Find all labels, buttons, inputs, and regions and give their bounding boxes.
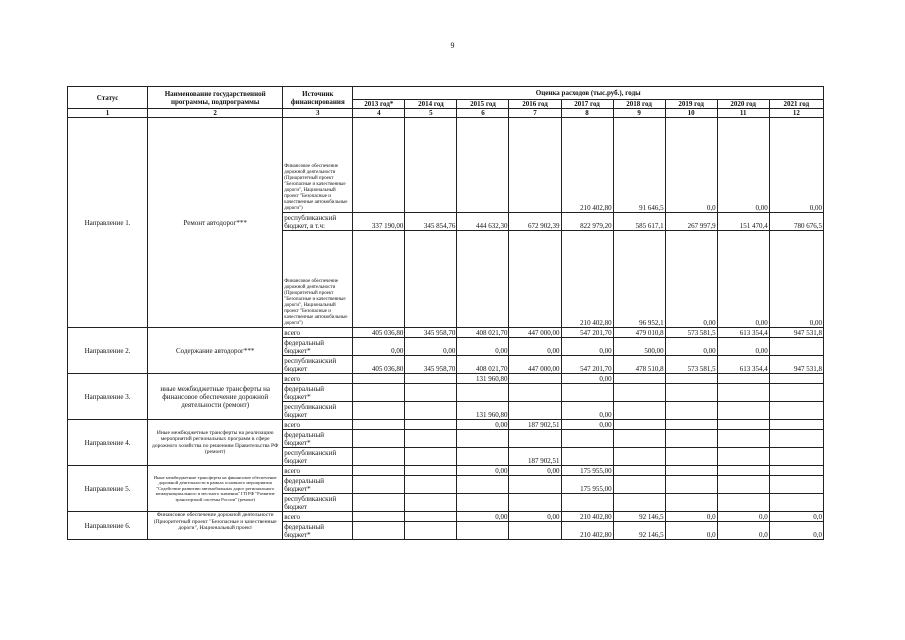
value-cell — [769, 430, 823, 448]
value-cell — [457, 118, 509, 213]
value-cell: 547 201,70 — [561, 328, 613, 338]
value-cell: 822 979,20 — [561, 213, 613, 231]
value-cell — [769, 374, 823, 384]
value-cell: 0,00 — [561, 402, 613, 420]
value-cell: 0,0 — [769, 512, 823, 522]
value-cell — [457, 522, 509, 540]
value-cell — [353, 374, 405, 384]
value-cell: 0,00 — [509, 338, 561, 356]
program-name-cell: Содержание автодорог*** — [148, 328, 283, 374]
value-cell — [405, 494, 457, 512]
value-cell — [769, 338, 823, 356]
header-col-number: 12 — [769, 109, 823, 118]
value-cell — [353, 430, 405, 448]
value-cell — [405, 522, 457, 540]
program-name-cell: Иные межбюджетные трансферты на финансовое обеспечение дорожной деятельности в рамках основного мероприятия "Содействие развитию автомобильных дорог регионального межмуниципального и местного значения" ГП РФ "Развитие транспортной системы России" (ремонт) — [148, 466, 283, 512]
value-cell: 0,0 — [717, 512, 769, 522]
value-cell: 0,00 — [561, 374, 613, 384]
value-cell: 0,00 — [561, 420, 613, 430]
value-cell: 175 955,00 — [561, 466, 613, 476]
header-year: 2016 год — [509, 100, 561, 109]
header-col-number: 3 — [283, 109, 353, 118]
value-cell — [353, 402, 405, 420]
value-cell: 345 958,70 — [405, 328, 457, 338]
value-cell — [353, 512, 405, 522]
value-cell — [405, 448, 457, 466]
value-cell: 0,00 — [353, 338, 405, 356]
value-cell: 0,0 — [665, 118, 717, 213]
value-cell: 479 010,8 — [613, 328, 665, 338]
value-cell: 573 581,5 — [665, 328, 717, 338]
header-year: 2021 год — [769, 100, 823, 109]
value-cell: 947 531,8 — [769, 356, 823, 374]
value-cell — [457, 476, 509, 494]
funding-source-cell: федеральный бюджет* — [283, 384, 353, 402]
value-cell — [769, 466, 823, 476]
value-cell — [717, 384, 769, 402]
value-cell: 0,00 — [457, 420, 509, 430]
table-row — [68, 328, 824, 338]
value-cell — [665, 374, 717, 384]
header-year: 2015 год — [457, 100, 509, 109]
value-cell: 151 470,4 — [717, 213, 769, 231]
funding-source-cell: республиканский бюджет — [283, 494, 353, 512]
header-row-1 — [68, 87, 824, 100]
value-cell — [613, 448, 665, 466]
value-cell: 96 952,1 — [613, 231, 665, 328]
program-name-cell: иные межбюджетные трансферты на финансовое обеспечение дорожной деятельности (ремонт) — [148, 374, 283, 420]
value-cell — [613, 402, 665, 420]
table-row — [68, 512, 824, 522]
header-col-number: 2 — [148, 109, 283, 118]
value-cell — [353, 476, 405, 494]
value-cell: 0,00 — [665, 338, 717, 356]
value-cell — [353, 494, 405, 512]
value-cell: 131 960,80 — [457, 374, 509, 384]
header-col-number: 8 — [561, 109, 613, 118]
value-cell — [717, 402, 769, 420]
value-cell: 187 902,51 — [509, 420, 561, 430]
header-col-number: 5 — [405, 109, 457, 118]
value-cell: 0,00 — [509, 512, 561, 522]
header-col-number: 7 — [509, 109, 561, 118]
value-cell — [769, 448, 823, 466]
value-cell — [717, 374, 769, 384]
value-cell — [509, 494, 561, 512]
value-cell: 92 146,5 — [613, 522, 665, 540]
value-cell — [353, 522, 405, 540]
value-cell: 337 190,00 — [353, 213, 405, 231]
funding-source-cell: всего — [283, 420, 353, 430]
value-cell — [457, 430, 509, 448]
value-cell — [509, 231, 561, 328]
header-year: 2017 год — [561, 100, 613, 109]
funding-source-cell: республиканский бюджет, в т.ч: — [283, 213, 353, 231]
value-cell: 175 955,00 — [561, 476, 613, 494]
value-cell: 91 646,5 — [613, 118, 665, 213]
value-cell — [509, 118, 561, 213]
value-cell — [717, 448, 769, 466]
value-cell: 0,0 — [665, 522, 717, 540]
status-cell: Направление 6. — [68, 512, 148, 540]
value-cell: 0,00 — [717, 118, 769, 213]
value-cell — [457, 448, 509, 466]
table-row — [68, 466, 824, 476]
budget-table — [67, 86, 824, 540]
value-cell: 672 902,39 — [509, 213, 561, 231]
value-cell — [405, 476, 457, 494]
value-cell — [405, 430, 457, 448]
value-cell: 0,0 — [717, 522, 769, 540]
value-cell — [613, 430, 665, 448]
value-cell: 613 354,4 — [717, 356, 769, 374]
value-cell — [509, 402, 561, 420]
value-cell: 0,00 — [717, 231, 769, 328]
header-source: Источник финансирования — [283, 87, 353, 109]
header-year: 2018 год — [613, 100, 665, 109]
value-cell — [613, 476, 665, 494]
value-cell — [613, 384, 665, 402]
funding-source-cell: республиканский бюджет — [283, 356, 353, 374]
value-cell — [509, 430, 561, 448]
header-year: 2020 год — [717, 100, 769, 109]
value-cell: 447 000,00 — [509, 328, 561, 338]
value-cell — [665, 466, 717, 476]
value-cell: 210 402,80 — [561, 231, 613, 328]
value-cell — [769, 494, 823, 512]
value-cell — [613, 466, 665, 476]
value-cell — [509, 522, 561, 540]
program-name-cell: Ремонт автодорог*** — [148, 118, 283, 328]
status-cell: Направление 1. — [68, 118, 148, 328]
value-cell — [769, 420, 823, 430]
table-row — [68, 374, 824, 384]
value-cell — [717, 420, 769, 430]
value-cell: 0,00 — [769, 231, 823, 328]
header-status: Статус — [68, 87, 148, 109]
status-cell: Направление 3. — [68, 374, 148, 420]
value-cell: 573 581,5 — [665, 356, 717, 374]
value-cell: 585 617,1 — [613, 213, 665, 231]
value-cell — [405, 374, 457, 384]
value-cell — [353, 448, 405, 466]
value-cell: 131 960,80 — [457, 402, 509, 420]
page-number: 9 — [450, 41, 455, 50]
program-name-cell: Финансовое обеспечение дорожной деятельности (Приоритетный проект "Безопасные и качественные дороги", Национальный проект — [148, 512, 283, 540]
value-cell: 0,00 — [405, 338, 457, 356]
value-cell — [353, 420, 405, 430]
value-cell — [353, 384, 405, 402]
header-col-number: 6 — [457, 109, 509, 118]
table-row — [68, 420, 824, 430]
value-cell — [457, 494, 509, 512]
header-col-number: 10 — [665, 109, 717, 118]
value-cell — [509, 476, 561, 494]
funding-source-cell: всего — [283, 512, 353, 522]
value-cell: 267 997,9 — [665, 213, 717, 231]
value-cell — [405, 402, 457, 420]
value-cell: 0,00 — [509, 466, 561, 476]
header-program: Наименование государственной программы, подпрограммы — [148, 87, 283, 109]
value-cell: 210 402,80 — [561, 522, 613, 540]
value-cell: 547 201,70 — [561, 356, 613, 374]
value-cell: 0,00 — [457, 338, 509, 356]
value-cell — [769, 402, 823, 420]
value-cell: 0,00 — [769, 118, 823, 213]
value-cell — [509, 374, 561, 384]
value-cell — [457, 231, 509, 328]
value-cell: 444 632,30 — [457, 213, 509, 231]
value-cell — [613, 420, 665, 430]
value-cell: 613 354,4 — [717, 328, 769, 338]
value-cell: 408 021,70 — [457, 356, 509, 374]
funding-source-cell: Финансовое обеспечение дорожной деятельности (Приоритетный проект "Безопасные и качественные дороги", Национальный проект "Безопасные и качественные автомобильные дороги") — [283, 118, 353, 213]
funding-source-cell: Финансовое обеспечение дорожной деятельности (Приоритетный проект "Безопасные и качественные дороги", Национальный проект "Безопасные и качественные автомобильные дороги") — [283, 231, 353, 328]
value-cell — [509, 384, 561, 402]
header-year: 2013 год* — [353, 100, 405, 109]
program-name-cell: Иные межбюджетные трансферты на реализацию мероприятий региональных программ в сфере дорожного хозяйства по решениям Правительства РФ (ремонт) — [148, 420, 283, 466]
value-cell — [665, 476, 717, 494]
funding-source-cell: республиканский бюджет — [283, 448, 353, 466]
value-cell — [717, 466, 769, 476]
value-cell — [613, 374, 665, 384]
value-cell: 947 531,8 — [769, 328, 823, 338]
value-cell: 0,0 — [769, 522, 823, 540]
value-cell: 405 036,80 — [353, 356, 405, 374]
header-year: 2014 год — [405, 100, 457, 109]
header-year: 2019 год — [665, 100, 717, 109]
funding-source-cell: всего — [283, 328, 353, 338]
funding-source-cell: федеральный бюджет* — [283, 476, 353, 494]
funding-source-cell: всего — [283, 374, 353, 384]
value-cell: 0,00 — [665, 231, 717, 328]
value-cell — [457, 384, 509, 402]
value-cell: 210 402,80 — [561, 118, 613, 213]
value-cell — [769, 384, 823, 402]
value-cell — [405, 118, 457, 213]
value-cell: 187 902,51 — [509, 448, 561, 466]
value-cell: 0,00 — [561, 338, 613, 356]
value-cell: 408 021,70 — [457, 328, 509, 338]
value-cell — [717, 430, 769, 448]
table-body — [68, 87, 824, 540]
value-cell — [717, 476, 769, 494]
value-cell: 447 000,00 — [509, 356, 561, 374]
value-cell — [405, 420, 457, 430]
header-colnum-row — [68, 109, 824, 118]
value-cell — [717, 494, 769, 512]
value-cell — [613, 494, 665, 512]
value-cell — [353, 118, 405, 213]
funding-source-cell: республиканский бюджет — [283, 402, 353, 420]
value-cell — [665, 448, 717, 466]
value-cell — [769, 476, 823, 494]
value-cell: 210 402,80 — [561, 512, 613, 522]
value-cell: 345 958,70 — [405, 356, 457, 374]
value-cell — [665, 420, 717, 430]
status-cell: Направление 2. — [68, 328, 148, 374]
funding-source-cell: федеральный бюджет* — [283, 522, 353, 540]
value-cell: 478 510,8 — [613, 356, 665, 374]
status-cell: Направление 4. — [68, 420, 148, 466]
value-cell — [665, 494, 717, 512]
value-cell — [561, 448, 613, 466]
header-col-number: 11 — [717, 109, 769, 118]
value-cell: 0,00 — [717, 338, 769, 356]
value-cell — [405, 384, 457, 402]
header-col-number: 4 — [353, 109, 405, 118]
header-col-number: 1 — [68, 109, 148, 118]
value-cell — [665, 402, 717, 420]
value-cell — [353, 466, 405, 476]
value-cell — [561, 430, 613, 448]
funding-source-cell: всего — [283, 466, 353, 476]
value-cell: 405 036,80 — [353, 328, 405, 338]
value-cell: 500,00 — [613, 338, 665, 356]
header-col-number: 9 — [613, 109, 665, 118]
value-cell — [561, 384, 613, 402]
funding-source-cell: федеральный бюджет* — [283, 338, 353, 356]
value-cell: 780 676,5 — [769, 213, 823, 231]
table-row — [68, 118, 824, 213]
value-cell — [561, 494, 613, 512]
value-cell — [665, 384, 717, 402]
funding-source-cell: федеральный бюджет* — [283, 430, 353, 448]
value-cell: 0,00 — [457, 512, 509, 522]
value-cell — [405, 231, 457, 328]
status-cell: Направление 5. — [68, 466, 148, 512]
value-cell: 345 854,76 — [405, 213, 457, 231]
value-cell — [405, 512, 457, 522]
value-cell: 92 146,5 — [613, 512, 665, 522]
header-estimate: Оценка расходов (тыс.руб.), годы — [353, 87, 824, 100]
value-cell — [665, 430, 717, 448]
value-cell: 0,0 — [665, 512, 717, 522]
value-cell — [405, 466, 457, 476]
value-cell — [353, 231, 405, 328]
value-cell: 0,00 — [457, 466, 509, 476]
